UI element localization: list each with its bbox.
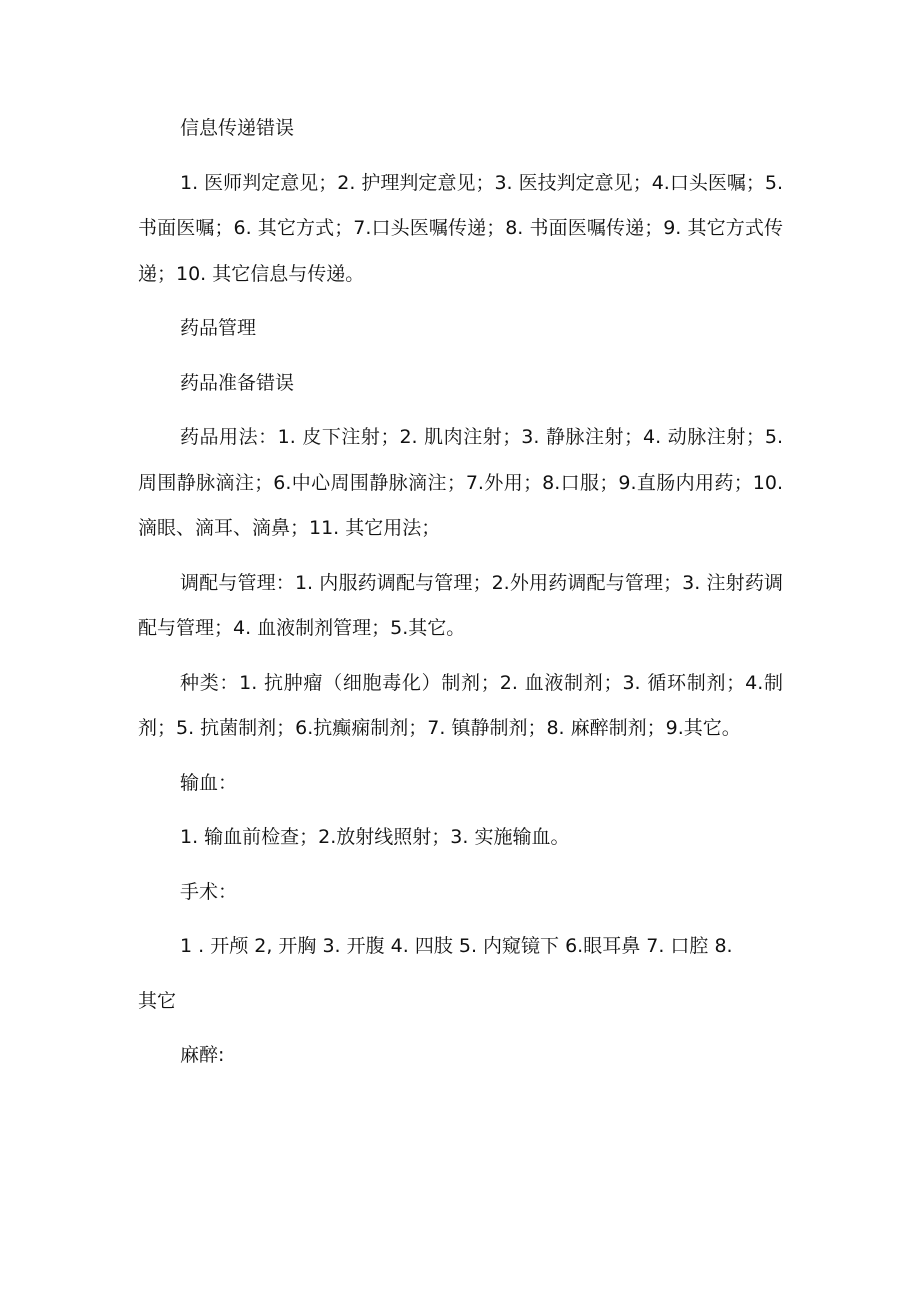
paragraph-surgery-other: 其它: [138, 989, 177, 1012]
paragraph-drug-types: 种类：1. 抗肿瘤（细胞毒化）制剂；2. 血液制剂；3. 循环制剂；4.制剂；5. 抗菌制剂；6.抗癫痫制剂；7. 镇静制剂；8. 麻醉制剂；9.其它。: [138, 671, 783, 739]
paragraph-surgery-items: 1 . 开颅 2, 开胸 3. 开腹 4. 四肢 5. 内窥镜下 6.眼耳鼻 7. 口腔 8.: [180, 935, 733, 957]
document-body: [138, 106, 790, 1088]
paragraph-transfusion-items: 1. 输血前检查；2.放射线照射；3. 实施输血。: [180, 826, 570, 848]
section-heading-info-transfer: 信息传递错误: [180, 117, 295, 139]
section-heading-drug-preparation: 药品准备错误: [180, 371, 295, 394]
section-heading-surgery: 手术：: [180, 880, 238, 903]
paragraph-drug-usage: 药品用法：1. 皮下注射；2. 肌肉注射；3. 静脉注射；4. 动脉注射；5. 周围静脉滴注；6.中心周围静脉滴注；7.外用；8.口服；9.直肠内用药；10.滴眼、滴耳、滴鼻；11. 其它用法；: [138, 426, 790, 539]
section-heading-transfusion: 输血：: [180, 771, 238, 794]
section-heading-drug-management: 药品管理: [180, 317, 257, 339]
paragraph-dispensing-management: 调配与管理：1. 内服药调配与管理；2.外用药调配与管理；3. 注射药调配与管理；4. 血液制剂管理；5.其它。: [138, 571, 783, 639]
paragraph-info-transfer-items: 1. 医师判定意见；2. 护理判定意见；3. 医技判定意见；4.口头医嘱；5. 书面医嘱；6. 其它方式；7.口头医嘱传递；8. 书面医嘱传递；9. 其它方式传递；10. 其它信息与传递。: [138, 171, 790, 285]
section-heading-anesthesia: 麻醉:: [180, 1044, 225, 1066]
